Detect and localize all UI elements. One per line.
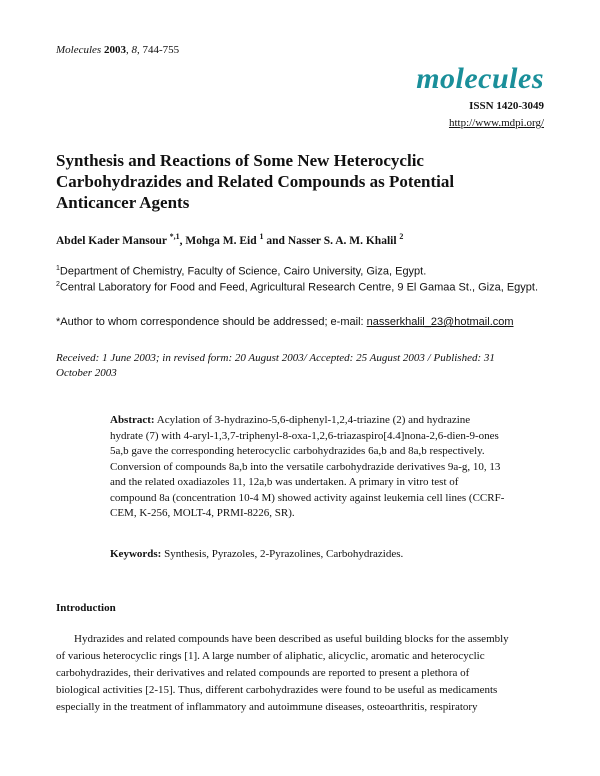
correspondence-text: *Author to whom correspondence should be addressed; e-mail:: [56, 316, 367, 328]
author-name: Nasser S. A. M. Khalil: [287, 234, 397, 247]
journal-citation: Molecules 2003, 8, 744-755: [56, 44, 180, 56]
keywords: [110, 548, 546, 560]
journal-url-link[interactable]: http://www.mdpi.org/: [448, 117, 544, 129]
author-affiliation-mark: 2: [399, 232, 404, 241]
affiliation-1: [56, 265, 426, 278]
abstract-line: CEM, K-256, MOLT-4, PRMI-8226, SR).: [110, 507, 295, 519]
title-line: Anticancer Agents: [56, 193, 190, 212]
abstract-line: compound 8a (concentration 10-4 M) showed activity against leukemia cell lines (CCRF-: [110, 491, 505, 504]
abstract-line: and the related oxadiazoles 11, 12a,b was undertaken. A primary in vitro test of: [110, 476, 459, 488]
abstract-line: hydrate (7) with 4-aryl-1,3,7-triphenyl-8-oxa-1,2,6-triazaspiro[4.4]nona-2,6-dien-9-ones: [110, 429, 499, 442]
journal-logo: molecules: [416, 62, 544, 95]
author-affiliation-mark: 1: [259, 232, 264, 241]
body-line: especially in the treatment of inflammatory and autoimmune diseases, osteoarthritis, respiratory: [56, 701, 478, 713]
affiliation-number: 2: [56, 281, 60, 288]
journal-year: 2003: [103, 44, 126, 56]
abstract-line: Conversion of compounds 8a,b into the versatile carbohydrazide derivatives 9a-g, 10, 13: [110, 460, 501, 473]
affiliation-2: [56, 281, 538, 294]
keywords-label: Keywords:: [110, 548, 162, 560]
history-line: October 2003: [56, 367, 117, 379]
journal-volume: 8: [131, 44, 137, 56]
section-heading-introduction: Introduction: [56, 602, 116, 614]
body-line: carbohydrazides, their derivatives and related compounds are reported to present a plethora of: [56, 667, 470, 679]
author-list: Abdel Kader Mansour $^{*,1}$, Mohga M. Eid $^1$ and Nasser S. A. M. Khalil $^2$: [56, 232, 404, 247]
affiliation-text: Department of Chemistry, Faculty of Science, Cairo University, Giza, Egypt.: [59, 265, 427, 278]
title-line: Carbohydrazides and Related Compounds as Potential: [56, 172, 455, 191]
body-line: of various heterocyclic rings [1]. A large number of aliphatic, alicyclic, aromatic and heterocyclic: [56, 650, 485, 662]
body-line: biological activities [2-15]. Thus, different carbohydrazides were found to be useful as medicaments: [56, 684, 498, 696]
issn: ISSN 1420-3049: [469, 100, 544, 112]
title-line: Synthesis and Reactions of Some New Heterocyclic: [56, 151, 424, 170]
article-title: [56, 150, 526, 213]
body-line: Hydrazides and related compounds have been described as useful building blocks for the assembly: [74, 633, 509, 645]
keywords-text: Synthesis, Pyrazoles, 2-Pyrazolines, Carbohydrazides.: [164, 548, 404, 560]
journal-pages: 744-755: [142, 44, 180, 56]
journal-name: Molecules: [56, 44, 102, 56]
author-name: Abdel Kader Mansour: [56, 234, 167, 247]
abstract-label: Abstract:: [110, 414, 155, 426]
history-line: Received: 1 June 2003; in revised form: 20 August 2003/ Accepted: 25 August 2003 / Published: 31: [56, 352, 495, 364]
abstract: [110, 413, 546, 522]
correspondence-note: [56, 316, 514, 328]
author-name: Mohga M. Eid: [185, 234, 257, 247]
abstract-line: 5a,b gave the corresponding heterocyclic carbohydrazides 6a,b and 8a,b respectively.: [110, 445, 485, 457]
email-link[interactable]: nasserkhalil_23@hotmail.com: [366, 316, 514, 328]
publication-history: [56, 351, 546, 381]
abstract-line: Abstract: Acylation of 3-hydrazino-5,6-diphenyl-1,2,4-triazine (2) and hydrazine: [110, 414, 471, 426]
affiliation-text: Central Laboratory for Food and Feed, Agricultural Research Centre, 9 El Gamaa St., Giza, Egypt.: [59, 281, 539, 294]
introduction-body: [56, 631, 546, 716]
affiliation-number: 1: [56, 265, 60, 272]
author-affiliation-mark: *,1: [169, 232, 180, 241]
